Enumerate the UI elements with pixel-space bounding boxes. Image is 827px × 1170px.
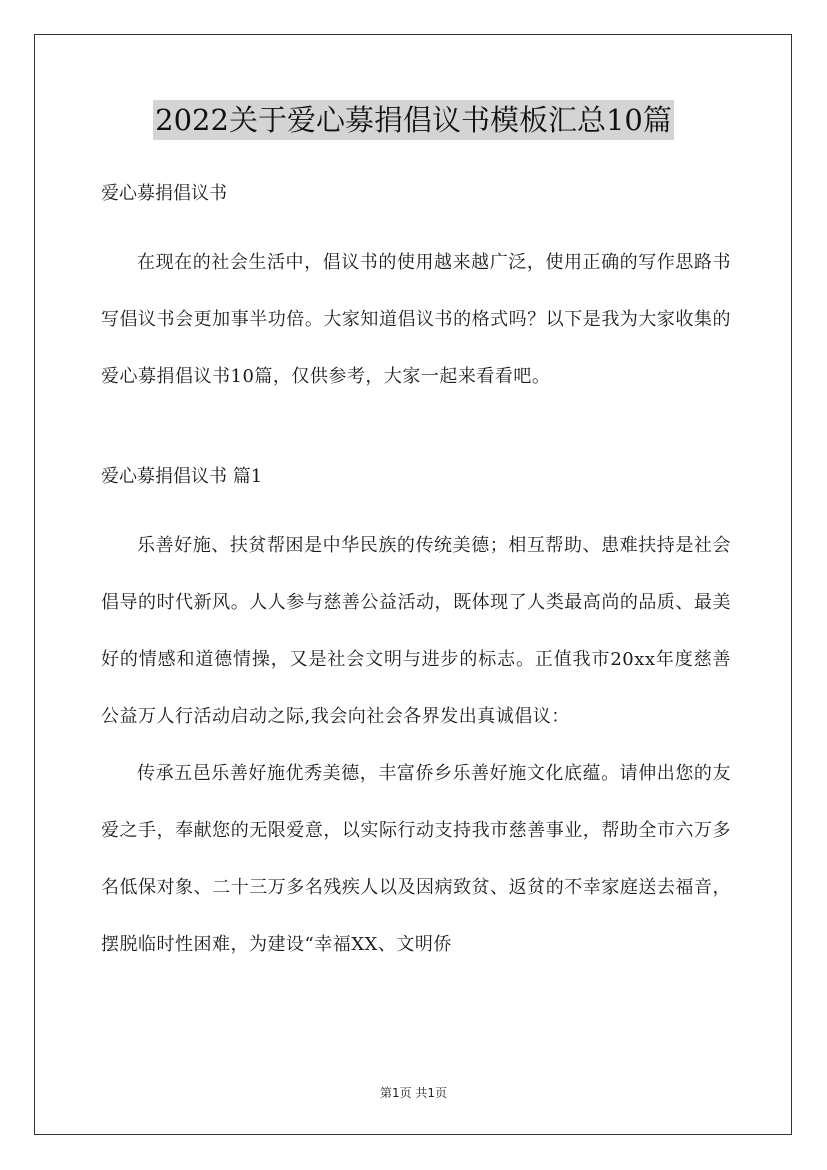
page-footer: 第1页 共1页 (379, 1086, 448, 1100)
title-container (0, 100, 827, 140)
section1-paragraph-2: 传承五邑乐善好施优秀美德，丰富侨乡乐善好施文化底蕴。请伸出您的友爱之手，奉献您的无限爱意，以实际行动支持我市慈善事业，帮助全市六万多名低保对象、二十三万多名残疾人以及因病致贫、返贫的不幸家庭送去福音，摆脱临时性困难，为建设“幸福XX、文明侨 (101, 763, 731, 955)
spacer (101, 405, 731, 459)
spacer (101, 212, 731, 234)
section1-paragraph-1: 乐善好施、扶贫帮困是中华民族的传统美德；相互帮助、患难扶持是社会倡导的时代新风。人人参与慈善公益活动，既体现了人类最高尚的品质、最美好的情感和道德情操，又是社会文明与进步的标志。正值我市20xx年度慈善公益万人行活动启动之际,我会向社会各界发出真诚倡议： (101, 535, 731, 727)
intro-heading: 爱心募捐倡议书 (101, 183, 227, 204)
spacer (101, 495, 731, 517)
document-body (101, 176, 731, 973)
intro-paragraph: 在现在的社会生活中，倡议书的使用越来越广泛，使用正确的写作思路书写倡议书会更加事半功倍。大家知道倡议书的格式吗？以下是我为大家收集的爱心募捐倡议书10篇，仅供参考，大家一起来看看吧。 (101, 252, 731, 387)
section1-heading: 爱心募捐倡议书 篇1 (101, 466, 263, 487)
document-title: 2022关于爱心募捐倡议书模板汇总10篇 (153, 100, 674, 140)
